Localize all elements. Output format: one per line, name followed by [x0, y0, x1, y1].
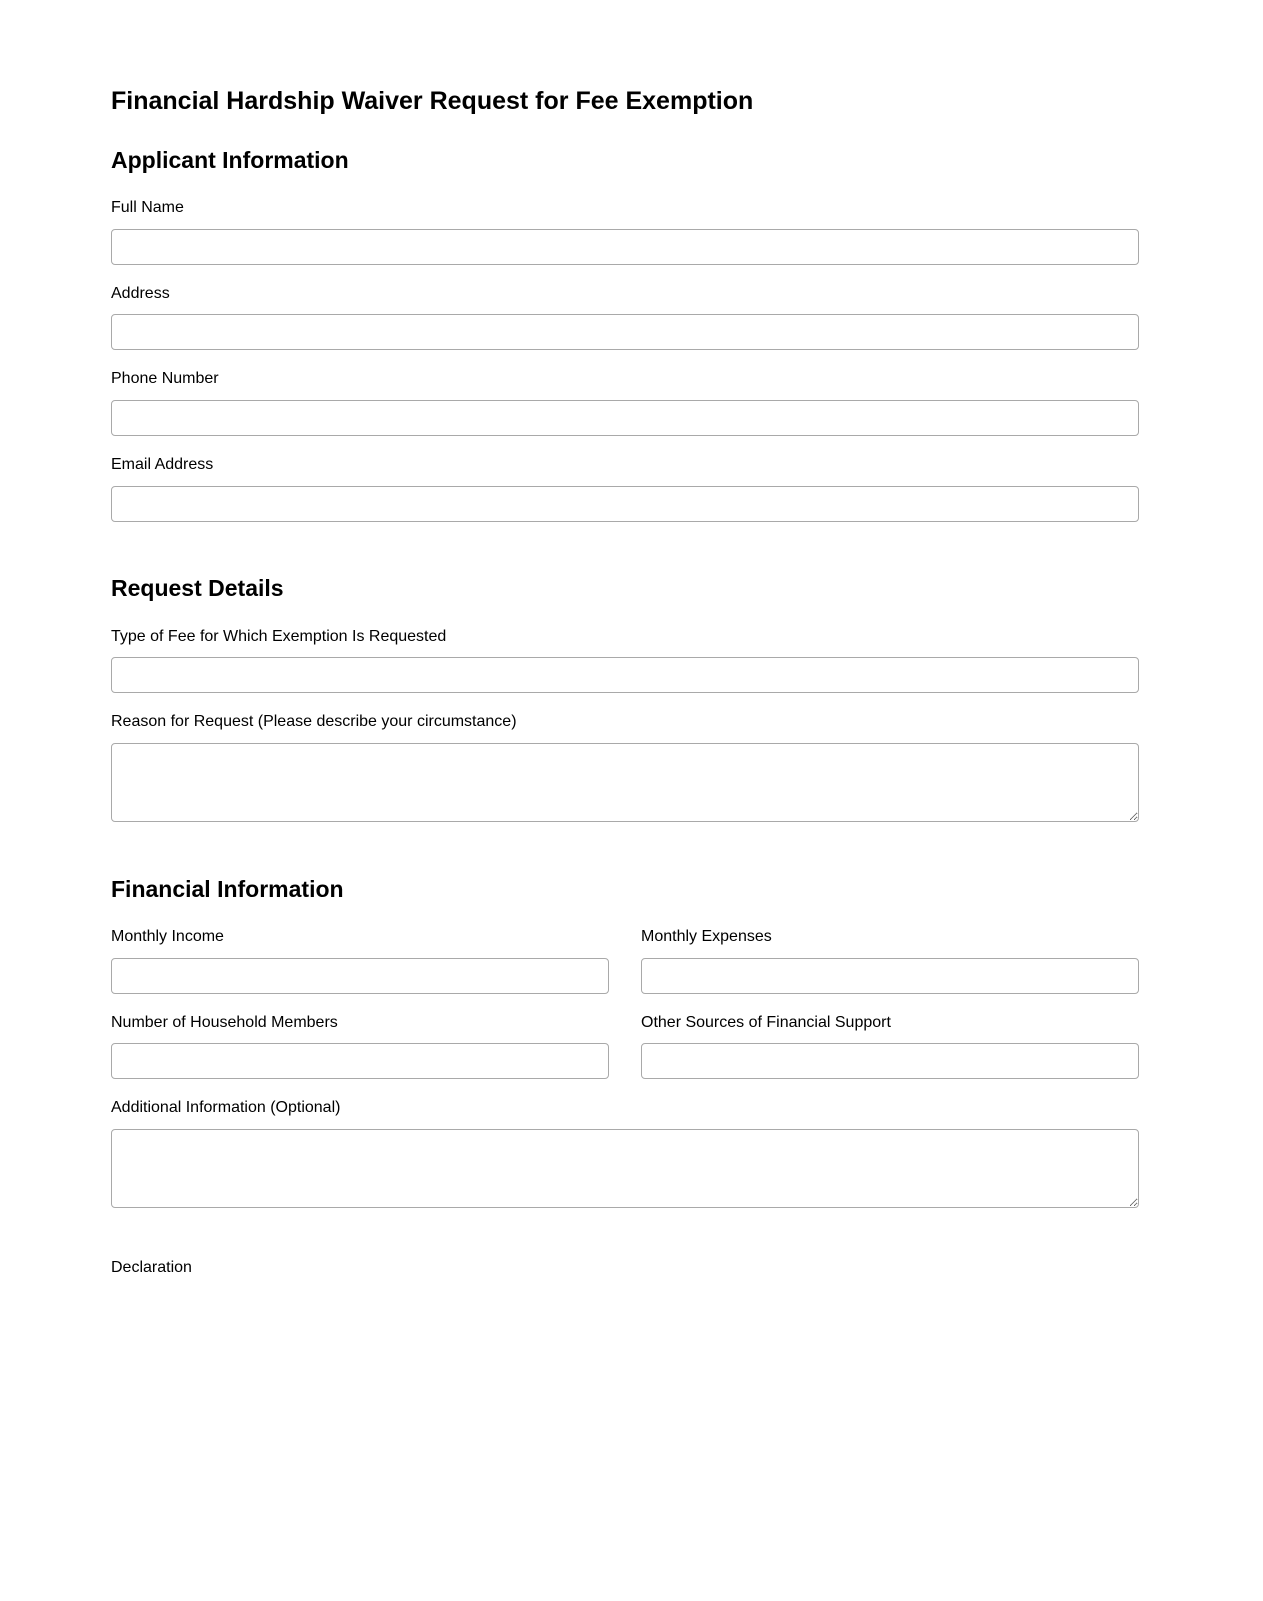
- monthly-expenses-input[interactable]: [641, 958, 1139, 994]
- section-heading-request: Request Details: [111, 575, 284, 601]
- fee-type-input[interactable]: [111, 657, 1139, 693]
- monthly-income-input[interactable]: [111, 958, 609, 994]
- email-address-label: Email Address: [111, 456, 214, 473]
- additional-info-label: Additional Information (Optional): [111, 1099, 341, 1116]
- monthly-income-label: Monthly Income: [111, 928, 224, 945]
- section-heading-applicant: Applicant Information: [111, 147, 349, 173]
- full-name-label: Full Name: [111, 199, 184, 216]
- reason-textarea[interactable]: [111, 743, 1139, 822]
- other-support-input[interactable]: [641, 1043, 1139, 1079]
- household-members-input[interactable]: [111, 1043, 609, 1079]
- phone-number-label: Phone Number: [111, 370, 219, 387]
- full-name-input[interactable]: [111, 229, 1139, 265]
- address-label: Address: [111, 285, 170, 302]
- monthly-expenses-label: Monthly Expenses: [641, 928, 772, 945]
- address-input[interactable]: [111, 314, 1139, 350]
- email-address-input[interactable]: [111, 486, 1139, 522]
- section-heading-declaration: Declaration: [111, 1259, 192, 1276]
- phone-number-input[interactable]: [111, 400, 1139, 436]
- fee-type-label: Type of Fee for Which Exemption Is Requested: [111, 628, 447, 645]
- page-title: Financial Hardship Waiver Request for Fee Exemption: [111, 87, 754, 115]
- section-heading-financial: Financial Information: [111, 876, 344, 902]
- reason-label: Reason for Request (Please describe your circumstance): [111, 713, 517, 730]
- additional-info-textarea[interactable]: [111, 1129, 1139, 1208]
- other-support-label: Other Sources of Financial Support: [641, 1014, 891, 1031]
- household-members-label: Number of Household Members: [111, 1014, 338, 1031]
